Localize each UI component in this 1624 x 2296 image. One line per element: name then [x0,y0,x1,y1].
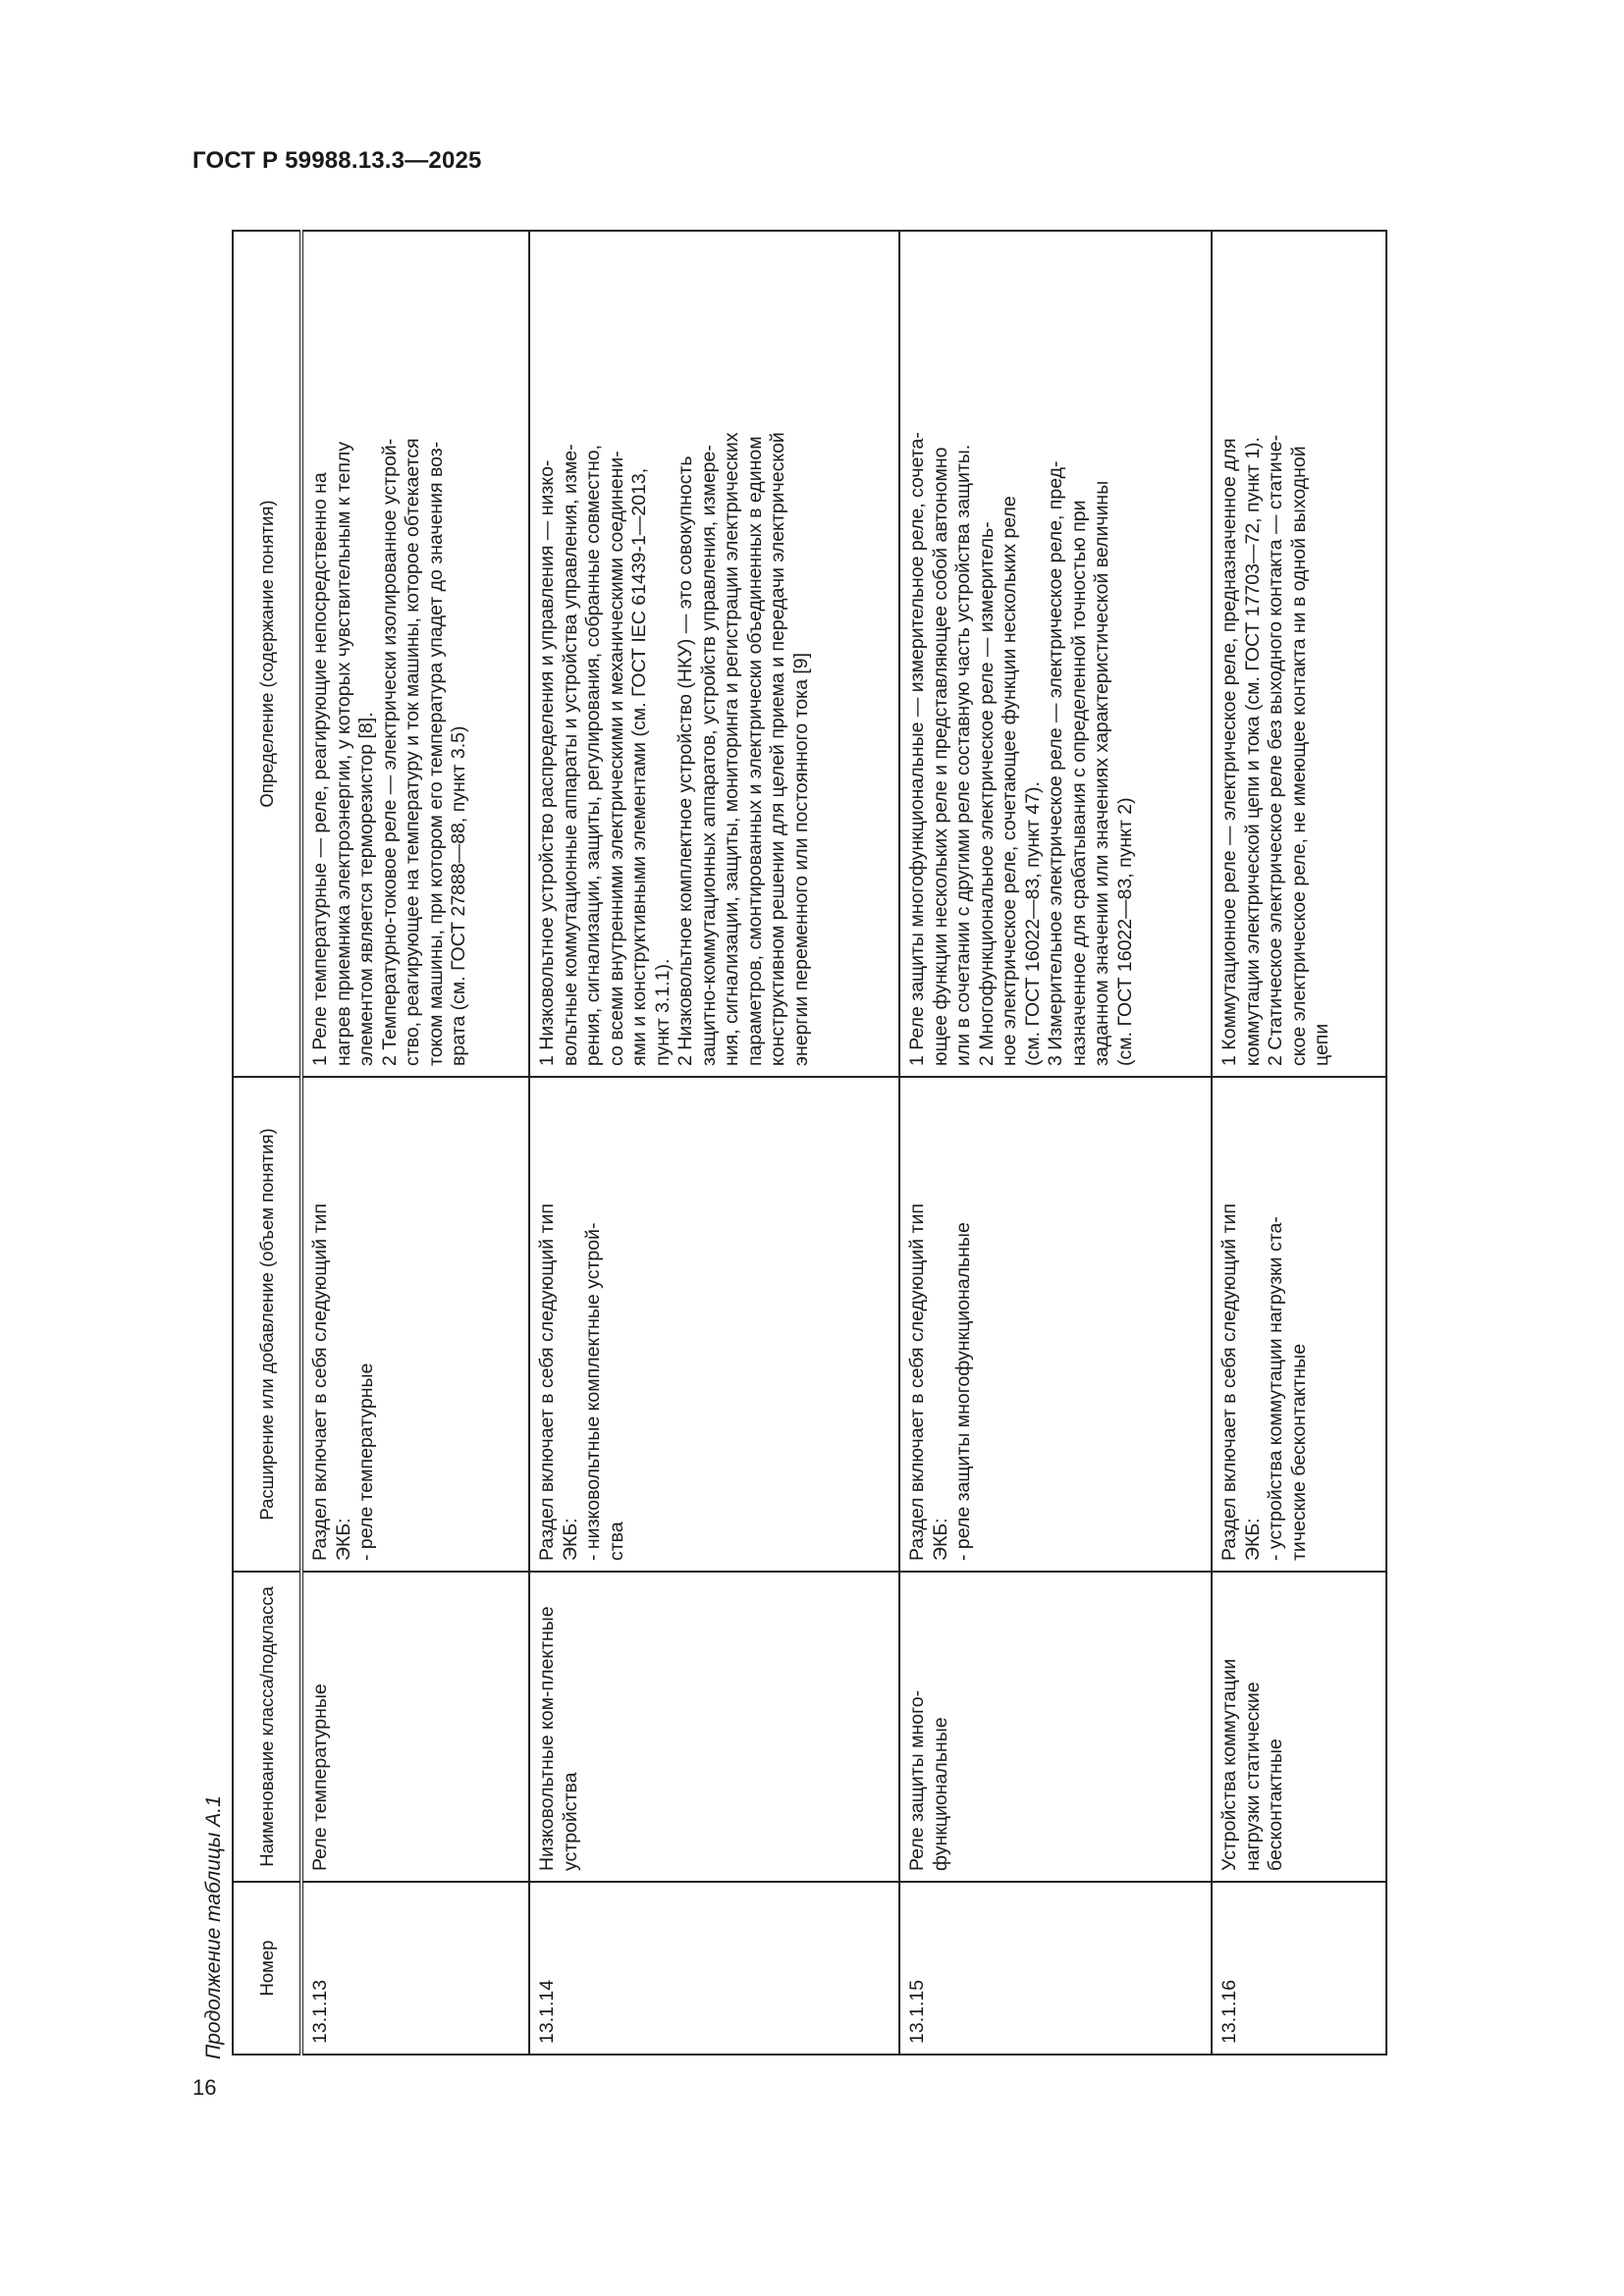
classification-table [232,230,1387,2056]
text-line: 3 Измерительное электрическое реле — электрическое реле, пред- [1045,460,1066,1066]
text-line: нагрев приемника электроэнергии, у которых чувствительным к теплу [332,441,354,1066]
column-header-extension: Расширение или добавление (объем понятия) [233,1077,301,1572]
text-line: со всеми внутренними электрическими и механическими соединени- [605,451,627,1066]
cell-definition [529,231,899,1077]
cell-number: 13.1.16 [1212,1882,1386,2055]
text-line: ЭКБ: [929,1518,951,1561]
table-row [529,231,899,2055]
column-header-name: Наименование класса/подкласса [233,1572,301,1882]
text-line: ства [605,1522,627,1561]
text-line: 2 Многофункциональное электрическое реле — измеритель- [975,521,998,1066]
text-line: или в сочетании с другими реле составную часть устройства защиты. [952,444,974,1066]
column-header-definition: Определение (содержание понятия) [233,231,301,1077]
text-line: заданном значении или значениях характеристической величины [1091,480,1112,1066]
table-row [301,231,529,2055]
cell-definition [301,231,529,1077]
text-line: 1 Реле защиты многофункциональные — измерительное реле, сочета- [906,432,928,1066]
text-line: ЭКБ: [1241,1518,1264,1561]
cell-extension [1212,1077,1386,1572]
cell-number: 13.1.15 [899,1882,1212,2055]
text-line: 1 Реле температурные — реле, реагирующие непосредственно на [309,472,331,1066]
table-caption: Продолжение таблицы А.1 [202,1795,225,2059]
text-line: 2 Низковольтное комплектное устройство (НКУ) — это совокупность [675,455,696,1066]
text-line: защитно-коммутационных аппаратов, устройств управления, измере- [697,445,720,1066]
cell-extension [529,1077,899,1572]
table-row [1212,231,1386,2055]
text-line: пункт 3.1.1). [651,958,674,1066]
text-line: ное электрическое реле, сочетающее функции нескольких реле [999,496,1020,1066]
text-line: ЭКБ: [332,1518,354,1561]
cell-definition [1212,231,1386,1077]
text-line: 1 Коммутационное реле — электрическое реле, предназначенное для [1218,438,1240,1066]
column-header-number: Номер [233,1882,301,2055]
document-header: ГОСТ Р 59988.13.3—2025 [192,147,482,174]
text-line: - реле температурные [355,1362,377,1561]
text-line: цепи [1311,1023,1332,1066]
cell-extension [301,1077,529,1572]
text-line: Раздел включает в себя следующий тип [536,1203,558,1561]
text-line: ния, сигнализации, защиты, мониторинга и регистрации электрических [721,432,742,1066]
cell-name: Реле температурные [301,1572,529,1882]
text-line: ское электрическое реле, не имеющее контакта ни в одной выходной [1287,446,1310,1066]
cell-number: 13.1.14 [529,1882,899,2055]
table-header-row [233,231,301,2055]
text-line: - устройства коммутации нагрузки ста- [1265,1216,1286,1561]
text-line: - низковольтные комплектные устрой- [582,1222,604,1561]
cell-name: Реле защиты много-функциональные [899,1572,1212,1882]
table-row [899,231,1212,2055]
cell-name: Устройства коммутации нагрузки статические бесконтактные [1212,1572,1386,1882]
text-line: коммутации электрической цепи и тока (см. ГОСТ 17703—72, пункт 1). [1241,437,1264,1066]
text-line: ющее функции нескольких реле и представляющее собой автономно [929,447,951,1066]
cell-definition [899,231,1212,1077]
text-line: врата (см. ГОСТ 27888—88, пункт 3.5) [448,725,469,1066]
cell-extension [899,1077,1212,1572]
text-line: ЭКБ: [559,1518,581,1561]
text-line: тические бесконтактные [1287,1343,1310,1561]
text-line: 1 Низковольтное устройство распределения и управления — низко- [536,459,558,1066]
text-line: рения, сигнализации, защиты, регулирования, собранные совместно, [582,445,604,1066]
cell-name: Низковольтные ком-плектные устройства [529,1572,899,1882]
cell-number: 13.1.13 [301,1882,529,2055]
text-line: (см. ГОСТ 16022—83, пункт 2) [1113,797,1136,1066]
text-line: Раздел включает в себя следующий тип [1218,1203,1240,1561]
text-line: назначенное для срабатывания с определенной точностью при [1067,500,1090,1066]
text-line: конструктивном решении для целей приема и передачи электрической [767,432,788,1066]
text-line: вольтные коммутационные аппараты и устройства управления, изме- [559,444,581,1066]
rotated-table-container [232,232,1385,2056]
text-line: элементом является терморезистор [8]. [355,712,377,1066]
text-line: током машины, при котором его температура упадет до значения воз- [424,441,447,1066]
text-line: (см. ГОСТ 16022—83, пункт 47). [1021,781,1044,1066]
text-line: 2 Температурно-токовое реле — электрически изолированное устрой- [378,438,401,1066]
text-line: - реле защиты многофункциональные [952,1222,974,1561]
text-line: параметров, смонтированных и электрически объединенных в едином [743,436,766,1066]
text-line: энергии переменного или постоянного тока [9] [789,652,812,1066]
text-line: 2 Статическое электрическое реле без выходного контакта — статиче- [1265,434,1286,1066]
page-number: 16 [192,2075,217,2100]
text-line: Раздел включает в себя следующий тип [906,1203,928,1561]
text-line: ями и конструктивными элементами (см. ГОСТ IEC 61439-1—2013, [628,467,650,1066]
text-line: Раздел включает в себя следующий тип [309,1203,331,1561]
text-line: ство, реагирующее на температуру и ток машины, которое обтекается [402,438,423,1066]
